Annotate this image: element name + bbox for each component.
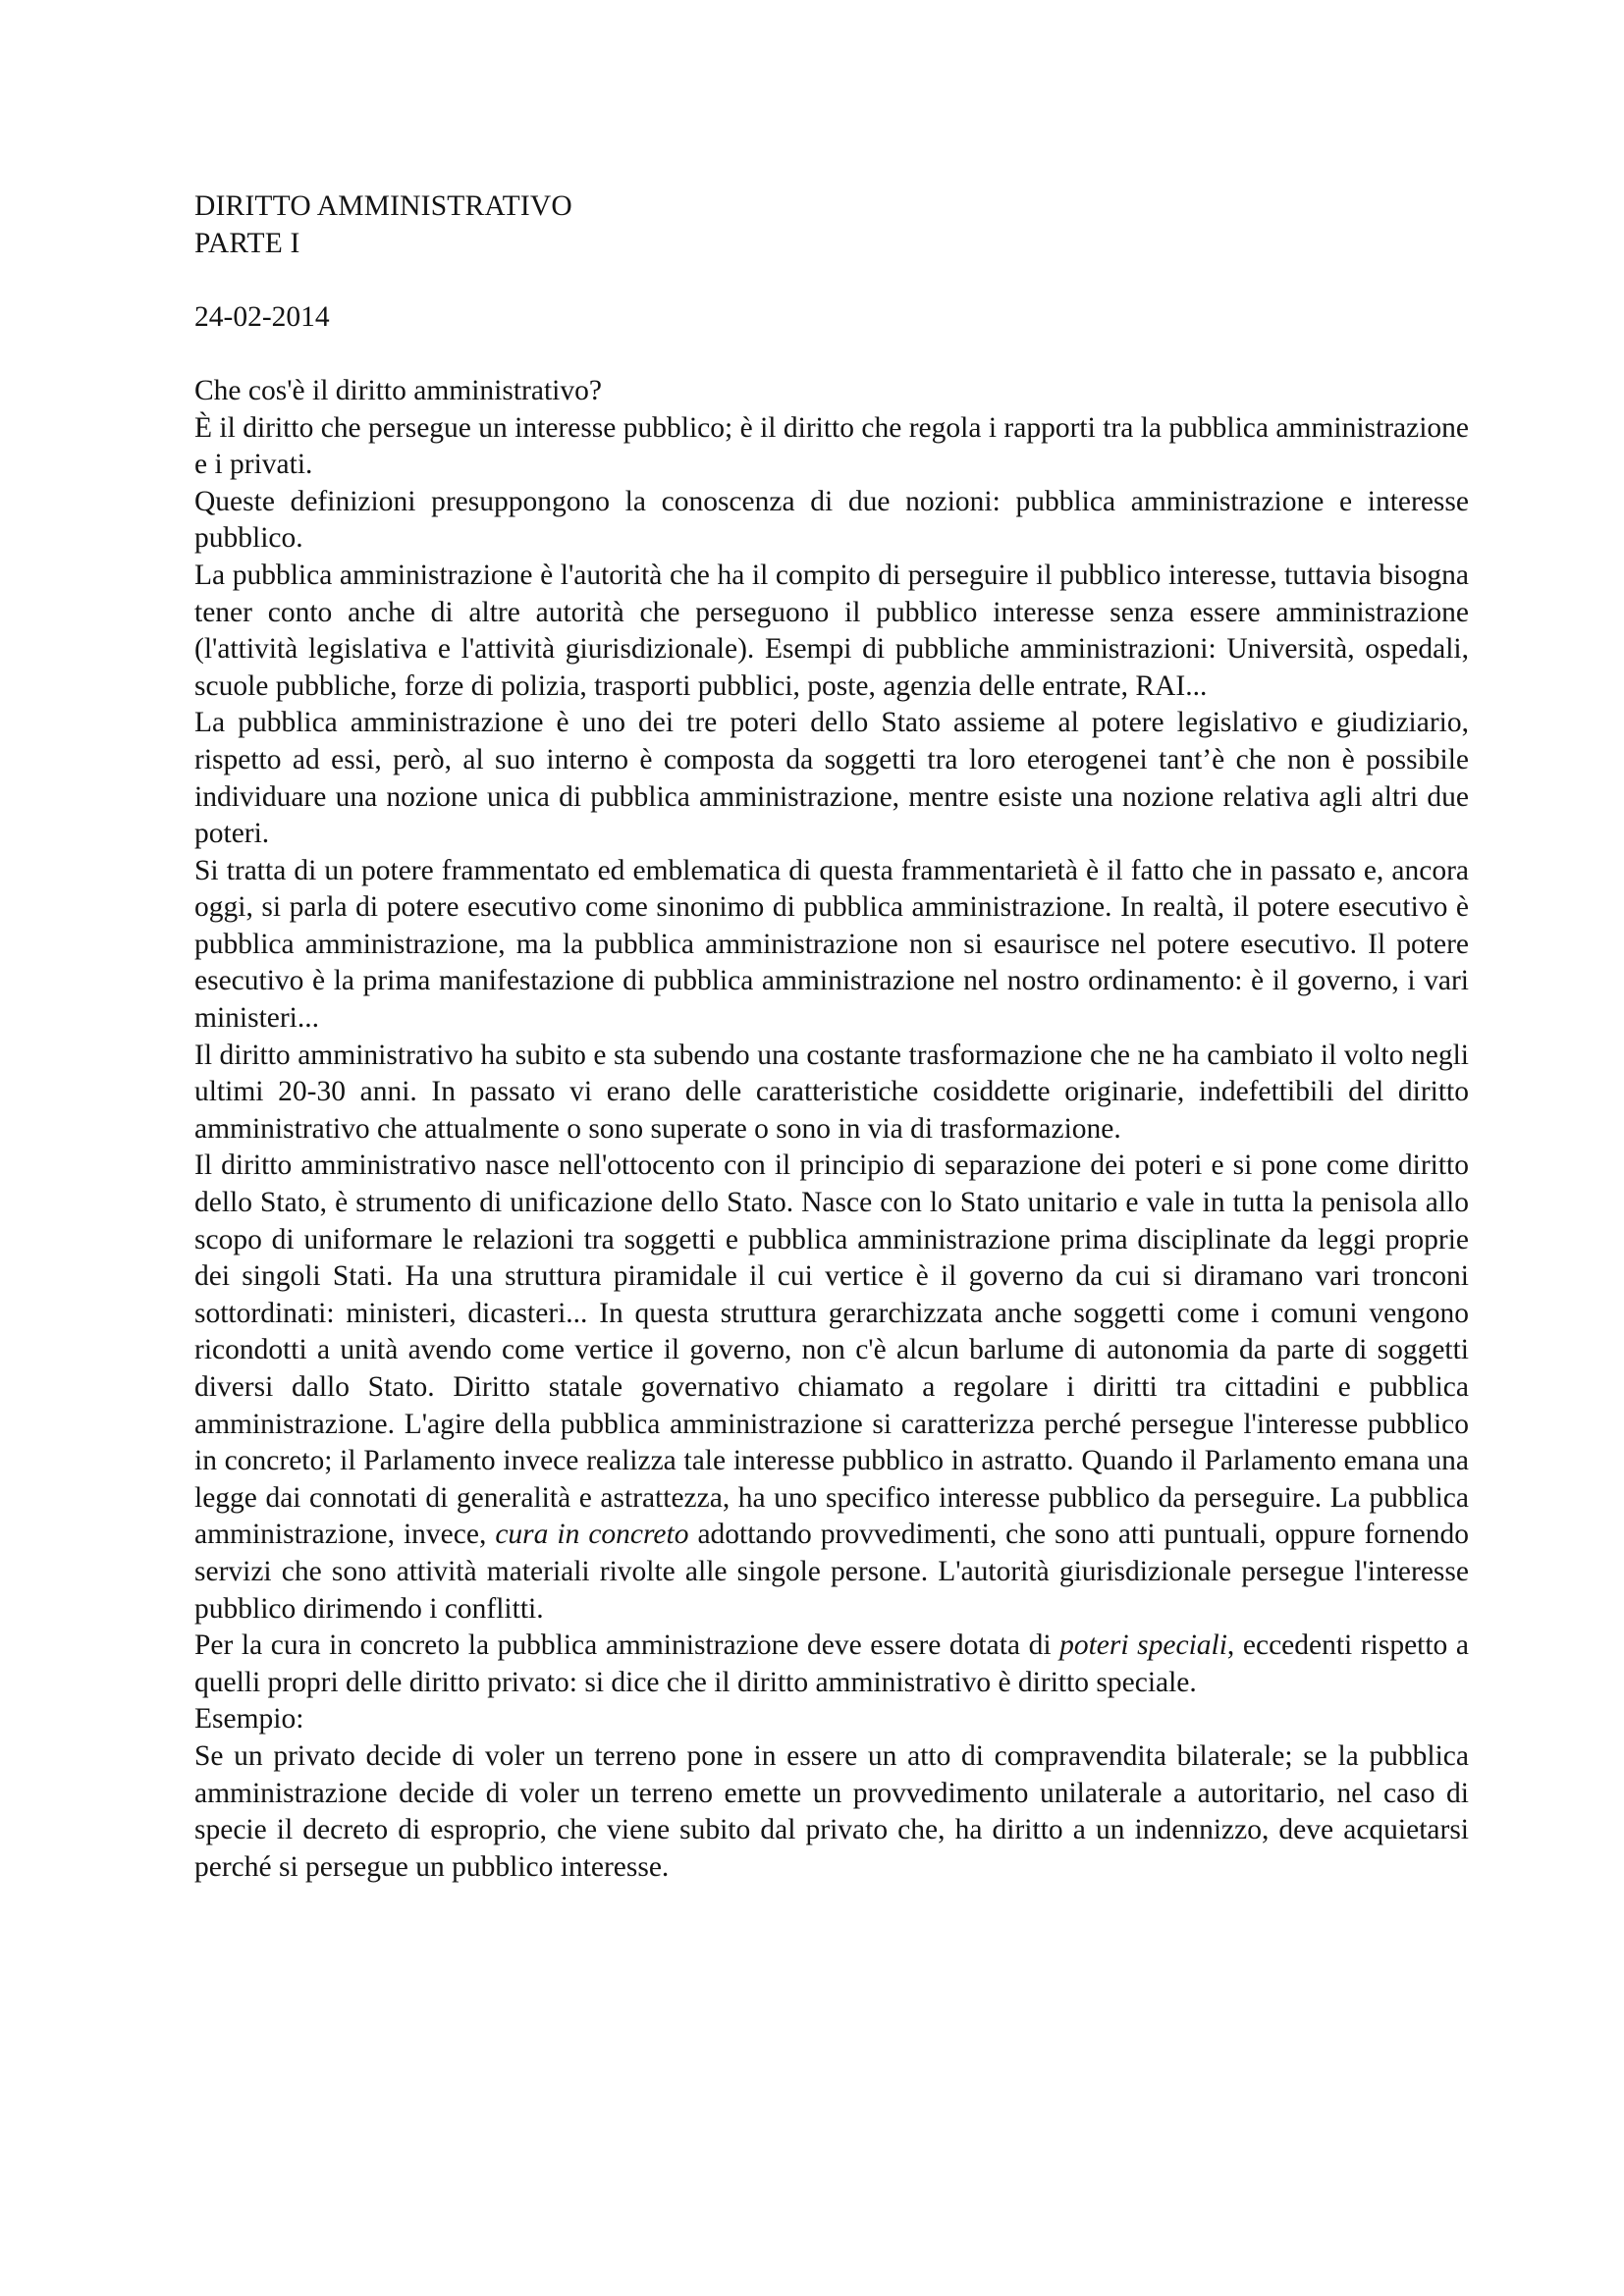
paragraph-transformation: Il diritto amministrativo ha subito e sta subendo una costante trasformazione che ne ha cambiato il volto negli ultimi 20-30 anni. In passato vi erano delle caratteristiche cosiddette originarie, indefettibili del diritto amministrativo che attualmente o sono superate o sono in via di trasformazione. [194,1039,1469,1145]
paragraph-origins-emphasis: cura in concreto [495,1519,689,1551]
paragraph-definition: È il diritto che persegue un interesse pubblico; è il diritto che regola i rapporti tra la pubblica amministrazione e i privati. [194,411,1469,481]
document-page [194,188,1469,1886]
paragraph-public-administration: La pubblica amministrazione è l'autorità che ha il compito di perseguire il pubblico interesse, tuttavia bisogna tener conto anche di altre autorità che perseguono il pubblico interesse senza essere amministrazione (l'attività legislativa e l'attività giurisdizionale). Esempi di pubbliche amministrazioni: Università, ospedali, scuole pubbliche, forze di polizia, trasporti pubblici, poste, agenzia delle entrate, RAI... [194,559,1469,702]
paragraph-three-powers: La pubblica amministrazione è uno dei tre poteri dello Stato assieme al potere legislativo e giudiziario, rispetto ad essi, però, al suo interno è composta da soggetti tra loro eterogenei tant’è che non è possibile individuare una nozione unica di pubblica amministrazione, mentre esiste una nozione relativa agli altri due poteri. [194,707,1469,850]
paragraph-fragmented-power: Si tratta di un potere frammentato ed emblematica di questa frammentarietà è il fatto che in passato e, ancora oggi, si parla di potere esecutivo come sinonimo di pubblica amministrazione. In realtà, il potere esecutivo è pubblica amministrazione, ma la pubblica amministrazione non si esaurisce nel potere esecutivo. Il potere esecutivo è la prima manifestazione di pubblica amministrazione nel nostro ordinamento: è il governo, i vari ministeri... [194,854,1469,1035]
paragraph-origins [194,1148,1469,1628]
document-subtitle: PARTE I [194,227,300,259]
paragraph-special-powers-text-2: , eccedenti rispetto a quelli propri delle diritto privato: si dice che il diritto amministrativo è diritto speciale. [194,1629,1469,1698]
paragraph-special-powers [194,1628,1469,1701]
paragraph-special-powers-text-1: Per la cura in concreto la pubblica amministrazione deve essere dotata di [194,1629,1060,1662]
paragraph-origins-text-2: adottando provvedimenti, che sono atti puntuali, oppure fornendo servizi che sono attività materiali rivolte alle singole persone. L'autorità giurisdizionale persegue l'interesse pubblico dirimendo i conflitti. [194,1519,1469,1625]
intro-question: Che cos'è il diritto amministrativo? [194,374,602,406]
example-label: Esempio: [194,1703,304,1735]
paragraph-example: Se un privato decide di voler un terreno pone in essere un atto di compravendita bilaterale; se la pubblica amministrazione decide di voler un terreno emette un provvedimento unilaterale a autoritario, nel caso di specie il decreto di esproprio, che viene subito dal privato che, ha diritto a un indennizzo, deve acquietarsi perché si persegue un pubblico interesse. [194,1739,1469,1883]
paragraph-notions: Queste definizioni presuppongono la conoscenza di due nozioni: pubblica amministrazione e interesse pubblico. [194,485,1469,555]
document-title: DIRITTO AMMINISTRATIVO [194,190,572,222]
paragraph-origins-text-1: Il diritto amministrativo nasce nell'ottocento con il principio di separazione dei poteri e si pone come diritto dello Stato, è strumento di unificazione dello Stato. Nasce con lo Stato unitario e vale in tutta la penisola allo scopo di uniformare le relazioni tra soggetti e pubblica amministrazione prima disciplinate da leggi proprie dei singoli Stati. Ha una struttura piramidale il cui vertice è il governo da cui si diramano vari tronconi sottordinati: ministeri, dicasteri... In questa struttura gerarchizzata anche soggetti come i comuni vengono ricondotti a unità avendo come vertice il governo, non c'è alcun barlume di autonomia da parte di soggetti diversi dallo Stato. Diritto statale governativo chiamato a regolare i diritti tra cittadini e pubblica amministrazione. L'agire della pubblica amministrazione si caratterizza perché persegue l'interesse pubblico in concreto; il Parlamento invece realizza tale interesse pubblico in astratto. Quando il Parlamento emana una legge dai connotati di generalità e astrattezza, ha uno specifico interesse pubblico da perseguire. La pubblica amministrazione, invece, [194,1149,1469,1551]
paragraph-special-powers-emphasis: poteri speciali [1059,1629,1227,1662]
document-date: 24-02-2014 [194,300,330,333]
